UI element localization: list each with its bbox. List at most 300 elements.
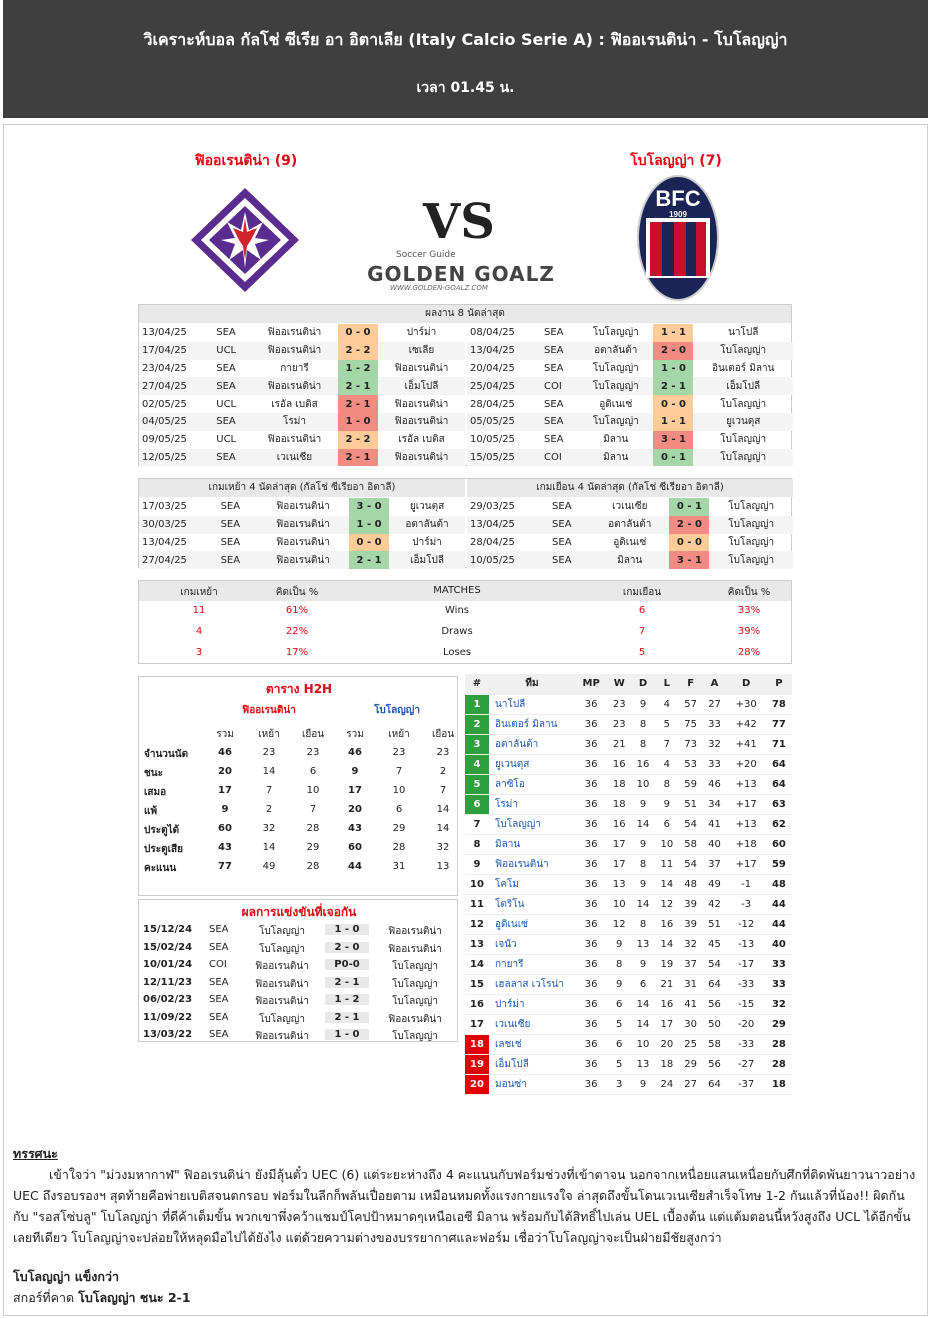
summary-cell: 28% (737, 647, 761, 658)
standings-stat: 46 (703, 774, 727, 794)
meeting-comp: SEA (209, 924, 229, 935)
standings-stat: 7 (655, 734, 679, 754)
standings-stat: +41 (726, 734, 765, 754)
meeting-home: ฟิออเรนติน่า (255, 996, 309, 1007)
standings-pos: 4 (465, 754, 489, 774)
standings-stat: 62 (766, 814, 792, 834)
standings-stat: 54 (679, 854, 703, 874)
summary-cell: 39% (737, 626, 761, 637)
standings-stat: -33 (726, 1034, 765, 1054)
standings-stat: 58 (679, 834, 703, 854)
standings-stat: 14 (631, 1014, 655, 1034)
standings-stat: 57 (679, 694, 703, 714)
score: 1 - 1 (653, 413, 693, 431)
home-team: มิลาน (603, 434, 629, 446)
competition: SEA (220, 501, 241, 513)
standings-stat: 36 (575, 794, 607, 814)
standings-stat: 8 (631, 914, 655, 934)
standings-stat: 36 (575, 894, 607, 914)
h2h-value: 46 (218, 747, 232, 758)
standings-stat: 48 (766, 874, 792, 894)
standings-stat: 64 (703, 974, 727, 994)
standings-pos: 17 (465, 1014, 489, 1034)
home-team: ฟิออเรนติน่า (267, 327, 322, 339)
standings-pos: 10 (465, 874, 489, 894)
standings-stat: 37 (703, 854, 727, 874)
meeting-away: โบโลญญ่า (392, 961, 438, 972)
standings-stat: 16 (655, 914, 679, 934)
standings-stat: 16 (607, 754, 631, 774)
standings-stat: 78 (766, 694, 792, 714)
h2h-col-header: เยือน (301, 729, 325, 740)
score: 0 - 0 (669, 534, 709, 552)
h2h-value: 32 (262, 823, 276, 834)
standings-row (465, 854, 792, 874)
match-date: 28/04/25 (470, 398, 515, 410)
match-date: 13/04/25 (142, 536, 187, 548)
standings-stat: 16 (607, 814, 631, 834)
competition: SEA (549, 516, 590, 534)
standings-stat: 4 (655, 754, 679, 774)
summary-cell: 11 (192, 605, 206, 616)
standings-stat: 37 (679, 954, 703, 974)
standings-stat: 13 (631, 1054, 655, 1074)
standings-stat: 6 (631, 974, 655, 994)
standings-stat: 56 (703, 994, 727, 1014)
match-date: 27/04/25 (139, 551, 218, 569)
standings-pos: 19 (465, 1054, 489, 1074)
standings-col-header: L (655, 674, 679, 694)
score: 2 - 1 (653, 377, 693, 395)
standings-stat: 36 (575, 954, 607, 974)
standings-stat: 36 (575, 1054, 607, 1074)
standings-team: ปาร์ม่า (489, 994, 575, 1014)
match-date: 23/04/25 (142, 362, 187, 374)
result-row (139, 516, 465, 534)
home-team: ฟิออเรนติน่า (251, 377, 338, 395)
h2h-value: 10 (392, 785, 406, 796)
standings-stat: 64 (703, 1074, 727, 1094)
meeting-date: 15/12/24 (143, 924, 193, 935)
standings-stat: 39 (679, 914, 703, 934)
standings-col-header: P (766, 674, 792, 694)
result-row (467, 516, 793, 534)
vs-emblem (423, 194, 495, 250)
result-row (139, 377, 465, 395)
h2h-value: 6 (395, 804, 403, 815)
result-row (467, 431, 793, 449)
standings-team: อินเตอร์ มิลาน (489, 714, 575, 734)
competition: UCL (213, 342, 251, 360)
summary-cell: 61% (285, 605, 309, 616)
standings-team: โรม่า (489, 794, 575, 814)
standings-stat: 29 (766, 1014, 792, 1034)
meetings-panel (138, 899, 458, 1042)
standings-team: เอ็มโปลี (489, 1054, 575, 1074)
result-row (139, 498, 465, 516)
standings-stat: 16 (631, 754, 655, 774)
page-title: วิเคราะห์บอล กัลโช่ ซีเรีย อา อิตาเลีย (Italy Calcio Serie A) : ฟิออเรนติน่า - โบโลญญ่า (143, 30, 788, 49)
standings-stat: 8 (631, 854, 655, 874)
h2h-col-header: เหย้า (388, 729, 410, 740)
standings-team: มอนซ่า (489, 1074, 575, 1094)
standings-stat: 8 (631, 734, 655, 754)
standings-stat: 59 (679, 774, 703, 794)
score: 2 - 1 (338, 395, 378, 413)
score: 2 - 2 (338, 342, 378, 360)
h2h-row-label: จำนวนนัด (144, 749, 189, 760)
meeting-date: 15/02/24 (143, 941, 193, 953)
home-team: อตาลันต้า (578, 342, 653, 360)
score: 1 - 0 (349, 516, 389, 534)
standings-stat: 33 (766, 954, 792, 974)
standings-stat: 14 (631, 994, 655, 1014)
standings-stat: 24 (655, 1074, 679, 1094)
standings-stat: 19 (655, 954, 679, 974)
meeting-comp: SEA (209, 994, 229, 1005)
standings-stat: 6 (607, 1034, 631, 1054)
standings-row (465, 794, 792, 814)
match-date: 10/05/25 (470, 434, 515, 446)
summary-cell: 33% (737, 605, 761, 616)
away-team: เอ็มโปลี (693, 377, 793, 395)
standings-col-header: # (465, 674, 489, 694)
h2h-value: 43 (218, 842, 232, 853)
competition: SEA (218, 551, 257, 569)
score: 0 - 0 (349, 534, 389, 552)
standings-stat: 60 (766, 834, 792, 854)
summary-h-home-pct: คิดเป็น % (275, 587, 319, 598)
away-team: โบโลญญ่า (720, 434, 767, 446)
meeting-away: โบโลญญ่า (392, 978, 438, 990)
h2h-title: ตาราง H2H (265, 682, 333, 696)
home-team: โบโลญญ่า (592, 327, 639, 339)
standings-stat: 44 (766, 914, 792, 934)
standings-stat: 8 (655, 774, 679, 794)
home-team: กายารี (280, 362, 309, 374)
summary-cell: 7 (638, 626, 646, 637)
meeting-score: 1 - 0 (325, 1029, 369, 1040)
standings-stat: 9 (631, 794, 655, 814)
home-team: ฟิออเรนติน่า (257, 551, 349, 569)
standings-stat: 17 (655, 1014, 679, 1034)
standings-stat: +13 (726, 774, 765, 794)
h2h-value: 14 (436, 804, 450, 815)
standings-stat: 32 (766, 994, 792, 1014)
standings-stat: 36 (575, 774, 607, 794)
competition: SEA (216, 362, 236, 374)
score: 0 - 1 (653, 449, 693, 467)
standings-stat: 36 (575, 754, 607, 774)
standings-stat: 18 (655, 1054, 679, 1074)
standings-pos: 16 (465, 994, 489, 1014)
standings-stat: 18 (607, 774, 631, 794)
standings-stat: 48 (679, 874, 703, 894)
home-team: โบโลญญ่า (578, 413, 653, 431)
h2h-value: 20 (218, 766, 232, 777)
summary-h-home: เกมเหย้า (180, 587, 218, 598)
standings-stat: 36 (575, 714, 607, 734)
standings-row (465, 894, 792, 914)
h2h-row-label: เสมอ (144, 787, 167, 798)
standings-row (465, 954, 792, 974)
result-row (139, 534, 465, 552)
meeting-date: 06/02/23 (143, 994, 193, 1005)
away-team: ยูเวนตุส (693, 413, 793, 431)
standings-stat: 54 (679, 814, 703, 834)
standings-stat: 45 (703, 934, 727, 954)
h2h-row-label: คะแนน (144, 863, 177, 874)
standings-pos: 1 (465, 694, 489, 714)
competition: SEA (216, 327, 236, 339)
away-team-name: โบโลญญ่า (7) (630, 153, 722, 169)
h2h-value: 7 (265, 785, 273, 796)
standings-stat: 64 (766, 754, 792, 774)
h2h-value: 23 (436, 747, 450, 758)
meeting-home: โบโลญญ่า (259, 1013, 305, 1025)
standings-team: อูดิเนเซ่ (489, 914, 575, 934)
svg-text:BFC: BFC (655, 186, 701, 211)
home-team: โบโลญญ่า (578, 377, 653, 395)
standings-stat: 9 (631, 834, 655, 854)
standings-stat: +42 (726, 714, 765, 734)
standings-stat: 36 (575, 914, 607, 934)
standings-stat: 17 (607, 834, 631, 854)
competition: SEA (213, 377, 251, 395)
home-team: โรม่า (251, 413, 338, 431)
standings-row (465, 1014, 792, 1034)
standings-stat: 30 (679, 1014, 703, 1034)
h2h-value: 17 (218, 785, 232, 796)
standings-stat: 36 (575, 874, 607, 894)
h2h-value: 10 (306, 785, 320, 796)
standings-stat: 50 (703, 1014, 727, 1034)
standings-team: ยูเวนตุส (489, 754, 575, 774)
away-team: ยูเวนตุส (409, 501, 445, 513)
score: 2 - 1 (349, 551, 389, 569)
standings-stat: 36 (575, 1014, 607, 1034)
result-row (467, 498, 793, 516)
standings-pos: 8 (465, 834, 489, 854)
standings-stat: 5 (607, 1014, 631, 1034)
standings-stat: 10 (607, 894, 631, 914)
standings-stat: 33 (703, 754, 727, 774)
standings-stat: 75 (679, 714, 703, 734)
standings-stat: -33 (726, 974, 765, 994)
standings-stat: 77 (766, 714, 792, 734)
result-row (139, 342, 465, 360)
meeting-comp: SEA (209, 976, 229, 988)
score: 3 - 1 (669, 551, 709, 569)
standings-stat: +13 (726, 814, 765, 834)
h2h-value: 29 (306, 842, 320, 853)
last8-caption: ผลงาน 8 นัดล่าสุด (139, 305, 791, 323)
summary-cell: Wins (445, 605, 469, 616)
h2h-col-header: รวม (216, 729, 234, 740)
home-team: อูดิเนเซ่ (613, 536, 647, 548)
summary-cell: 22% (285, 626, 309, 637)
standings-stat: 36 (575, 974, 607, 994)
standings-stat: 54 (703, 954, 727, 974)
standings-pos: 2 (465, 714, 489, 734)
result-row (139, 449, 465, 467)
standings-row (465, 834, 792, 854)
home-team: อูดิเนเซ่ (599, 398, 633, 410)
score: 1 - 0 (653, 360, 693, 378)
standings-stat: 29 (679, 1054, 703, 1074)
away-team: ฟิออเรนติน่า (394, 362, 449, 374)
standings-stat: 36 (575, 814, 607, 834)
standings-col-header: W (607, 674, 631, 694)
away-team: โบโลญญ่า (693, 342, 793, 360)
away-team: อินเตอร์ มิลาน (711, 362, 775, 374)
analysis-article (13, 1143, 918, 1308)
competition: SEA (544, 434, 564, 446)
h2h-value: 31 (392, 861, 406, 872)
kickoff-time: เวลา 01.45 น. (416, 80, 515, 96)
summary-cell: 6 (638, 605, 646, 616)
standings-stat: 9 (631, 874, 655, 894)
meeting-home: ฟิออเรนติน่า (255, 978, 309, 990)
standings-col-header: ทีม (489, 674, 575, 694)
match-date: 12/05/25 (139, 449, 213, 467)
h2h-value: 14 (436, 823, 450, 834)
result-row (467, 551, 793, 569)
standings-col-header: D (631, 674, 655, 694)
competition: SEA (549, 551, 590, 569)
match-date: 30/03/25 (139, 516, 218, 534)
result-row (467, 360, 793, 378)
h2h-col-header: เยือน (431, 729, 455, 740)
h2h-value: 44 (348, 861, 362, 872)
last4-home-caption: เกมเหย้า 4 นัดล่าสุด (กัลโช่ ซีเรียอา อิตาลี) (139, 479, 465, 497)
standings-col-header: MP (575, 674, 607, 694)
standings-stat: 4 (655, 694, 679, 714)
home-team: เรอัล เบติส (271, 398, 318, 410)
standings-row (465, 1034, 792, 1054)
score: 1 - 1 (653, 324, 693, 342)
last4-away-table (467, 498, 793, 569)
h2h-panel (138, 676, 458, 896)
summary-cell: Loses (442, 647, 472, 658)
h2h-value: 7 (439, 785, 447, 796)
golden-goalz-brand: Soccer Guide GOLDEN GOALZ WWW.GOLDEN-GOALZ.COM (367, 250, 555, 292)
match-date: 13/04/25 (142, 327, 187, 339)
prediction-line (13, 1287, 918, 1308)
standings-stat: 9 (631, 954, 655, 974)
standings-stat: 5 (655, 714, 679, 734)
away-team: เรอัล เบติส (398, 434, 445, 446)
standings-stat: 10 (655, 834, 679, 854)
standings-stat: -15 (726, 994, 765, 1014)
summary-h-matches: MATCHES (433, 585, 481, 596)
standings-pos: 14 (465, 954, 489, 974)
standings-stat: -37 (726, 1074, 765, 1094)
home-team: มิลาน (590, 551, 669, 569)
home-team: มิลาน (578, 449, 653, 467)
standings-row (465, 874, 792, 894)
standings-pos: 6 (465, 794, 489, 814)
standings-team: มิลาน (489, 834, 575, 854)
standings-row (465, 914, 792, 934)
meeting-home: โบโลญญ่า (259, 943, 305, 955)
home-team: ฟิออเรนติน่า (257, 516, 349, 534)
meeting-score: 1 - 0 (325, 924, 369, 935)
meeting-home: ฟิออเรนติน่า (255, 1031, 309, 1042)
standings-header (465, 674, 792, 694)
h2h-value: 14 (262, 842, 276, 853)
standings-stat: 32 (703, 734, 727, 754)
h2h-value: 23 (392, 747, 406, 758)
h2h-row-label: ชนะ (144, 768, 163, 779)
away-team: โบโลญญ่า (728, 501, 775, 513)
standings-team: อตาลันต้า (489, 734, 575, 754)
standings-stat: 32 (679, 934, 703, 954)
standings-stat: 28 (766, 1054, 792, 1074)
standings-team: เลชเช่ (489, 1034, 575, 1054)
standings-stat: 8 (607, 954, 631, 974)
standings-stat: 36 (575, 1034, 607, 1054)
standings-stat: +17 (726, 794, 765, 814)
standings-team: โคโม (489, 874, 575, 894)
meeting-comp: COI (209, 959, 227, 970)
h2h-value: 46 (348, 747, 362, 758)
standings-stat: 21 (607, 734, 631, 754)
meeting-home: โบโลญญ่า (259, 926, 305, 937)
standings-stat: 9 (631, 694, 655, 714)
standings-row (465, 1074, 792, 1094)
standings-stat: 53 (679, 754, 703, 774)
standings-stat: 10 (631, 774, 655, 794)
last8-away-table (467, 324, 793, 466)
standings-stat: 18 (766, 1074, 792, 1094)
home-team: ฟิออเรนติน่า (267, 434, 322, 446)
standings-row (465, 1054, 792, 1074)
standings-stat: 6 (607, 994, 631, 1014)
standings-pos: 12 (465, 914, 489, 934)
score: 3 - 0 (349, 498, 389, 516)
summary-cell: 4 (195, 626, 203, 637)
standings-stat: 39 (679, 894, 703, 914)
standings-stat: 64 (766, 774, 792, 794)
h2h-value: 29 (392, 823, 406, 834)
standings-stat: 73 (679, 734, 703, 754)
h2h-value: 49 (262, 861, 276, 872)
league-standings (465, 674, 792, 1095)
standings-stat: 12 (655, 894, 679, 914)
standings-stat: 42 (703, 894, 727, 914)
home-team-name: ฟิออเรนติน่า (9) (194, 153, 298, 169)
competition: COI (541, 449, 578, 467)
h2h-value: 2 (265, 804, 273, 815)
competition: SEA (213, 413, 251, 431)
h2h-value: 7 (309, 804, 317, 815)
h2h-row-label: แพ้ (144, 806, 158, 817)
standings-stat: 40 (766, 934, 792, 954)
h2h-col-header: เหย้า (258, 729, 280, 740)
standings-stat: 14 (631, 894, 655, 914)
standings-stat: -27 (726, 1054, 765, 1074)
standings-pos: 9 (465, 854, 489, 874)
standings-stat: 71 (766, 734, 792, 754)
standings-stat: 11 (655, 854, 679, 874)
competition: SEA (218, 516, 257, 534)
standings-stat: 58 (703, 1034, 727, 1054)
result-row (467, 324, 793, 342)
standings-pos: 3 (465, 734, 489, 754)
standings-team: เฮลลาส เวโรน่า (489, 974, 575, 994)
competition: SEA (552, 501, 572, 513)
